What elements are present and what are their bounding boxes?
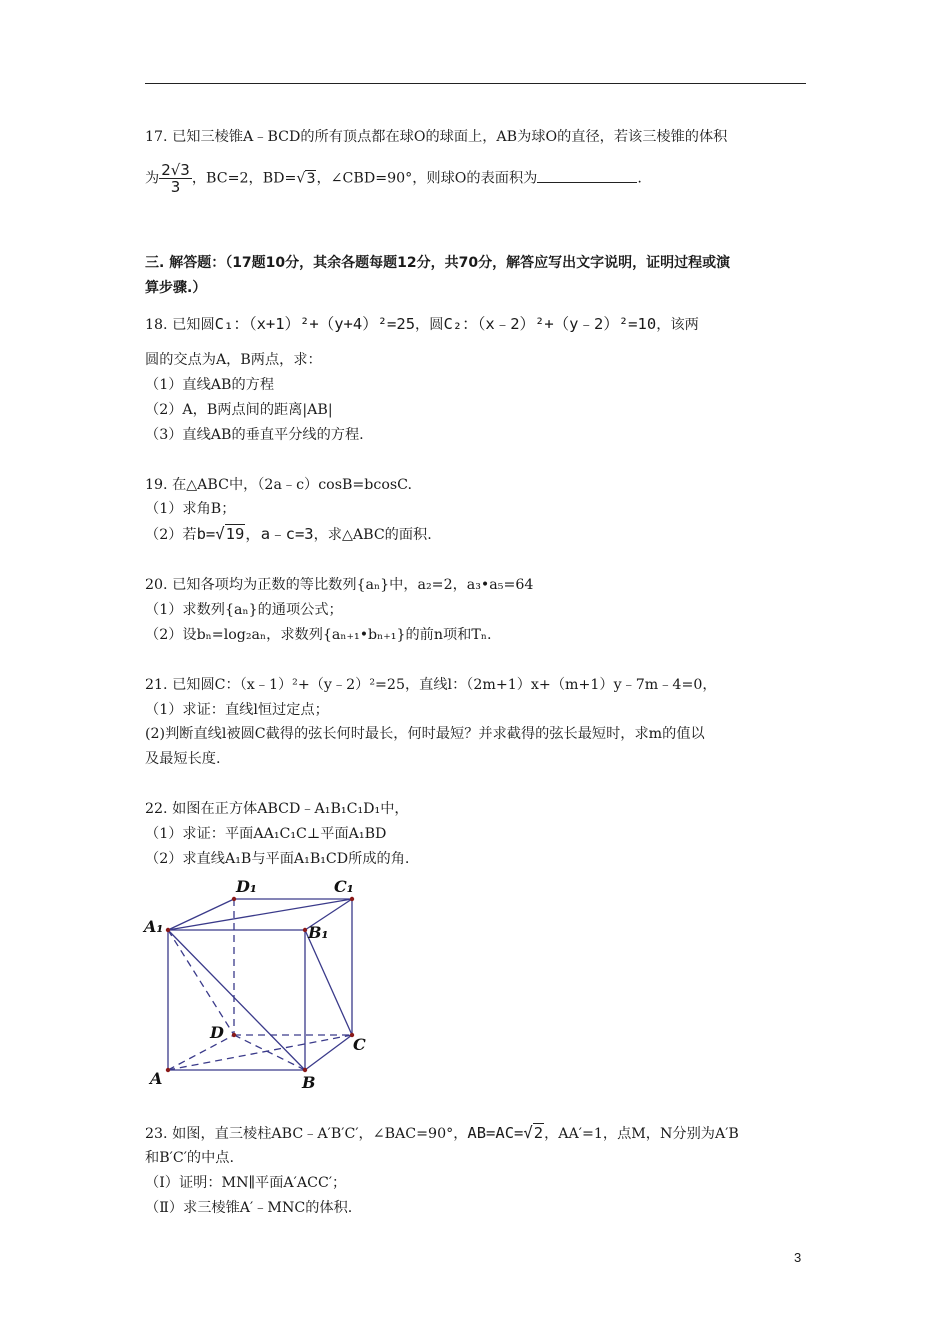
q18-c2: C₂ [443,315,463,333]
q18-c1: C₁ [214,315,234,333]
q18-line2: 圆的交点为A，B两点，求： [145,352,322,368]
q23-item-1: （Ⅰ）证明：MN∥平面A′ACC′； [145,1175,347,1191]
q19-line1: 19. 在△ABC中，（2a﹣c）cosB=bcosC. [145,477,413,493]
q21-item-1: （1）求证：直线l恒过定点； [145,702,329,718]
vertex-d [232,1033,236,1037]
diagonal-b1-c [305,930,352,1035]
q18-item-1: （1）直线AB的方程 [145,377,275,393]
cube-figure [140,872,380,1094]
vertex-b [303,1068,307,1072]
q17-line1: 17. 已知三棱锥A﹣BCD的所有顶点都在球O的球面上，AB为球O的直径，若该三棱锥的体积 [145,129,728,145]
label-b: B [302,1073,316,1092]
q20-item-1: （1）求数列{aₙ}的通项公式； [145,602,343,618]
q17-rest: ，∠CBD=90°，则球O的表面积为 [316,170,538,187]
q23-sqrt-arg: 2 [533,1124,544,1142]
q20-item-2: （2）设bₙ=log₂aₙ，求数列{aₙ₊₁•bₙ₊₁}的前n项和Tₙ. [145,627,492,643]
q23-sqrt: √2 [523,1124,544,1142]
diagonal-a1-d-hidden [168,930,234,1035]
q22-item-1: （1）求证：平面AA₁C₁C⊥平面A₁BD [145,826,387,842]
diagonal-a-c-hidden [168,1035,352,1070]
q23-line1 [145,1123,739,1144]
q18-mid: ，圆 [415,317,444,333]
q17-answer-blank[interactable] [537,168,637,183]
q22-line1: 22. 如图在正方体ABCD﹣A₁B₁C₁D₁中， [145,801,409,817]
q19-item2-pre: （2）若 [145,527,197,543]
label-c: C [353,1035,366,1054]
q19-item2-mid: ，a﹣c=3 [245,525,314,543]
edge-a-d-hidden [168,1035,234,1070]
edge-a1-d1 [168,899,234,930]
q19-item-1: （1）求角B； [145,501,236,517]
q23-line1-post: ，AA′=1，点M，N分别为A′B [544,1126,739,1142]
vertex-d1 [232,897,236,901]
vertex-a1 [166,928,170,932]
q17-line2 [145,162,642,195]
q19-sqrt-arg: 19 [225,525,245,543]
q21-item-2-cont: 及最短长度. [145,751,221,767]
q23-line2: 和B′C′的中点. [145,1150,234,1166]
header-rule [145,83,806,84]
q18-item-2: （2）A，B两点间的距离|AB| [145,402,333,418]
vertex-b1 [303,928,307,932]
q17-frac-den: 3 [170,178,181,196]
q21-item-2: (2)判断直线l被圆C截得的弦长何时最长，何时最短？并求截得的弦长最短时，求m的值以 [145,726,705,742]
diagonal-a1-b [168,930,305,1070]
q20-line1: 20. 已知各项均为正数的等比数列{aₙ}中，a₂=2，a₃•a₅=64 [145,577,534,593]
edge-b-c [305,1035,352,1070]
q21-line1: 21. 已知圆C：（x﹣1）²+（y﹣2）²=25，直线l：（2m+1）x+（m+1）y﹣7m﹣4=0， [145,677,717,693]
q19-item2-post: ，求△ABC的面积. [313,527,432,543]
q18-line1 [145,314,699,335]
q18-eq1: ：（x+1）²+（y+4）²=25 [233,315,416,333]
q19-sqrt: √19 [215,525,245,543]
q17-end: . [637,170,642,187]
vertex-a [166,1068,170,1072]
diagonal-d-b-hidden [234,1035,305,1070]
q17-sqrt-arg: 3 [306,170,316,187]
q18-eq2: ：（x﹣2）²+（y﹣2）²=10 [462,315,657,333]
label-a1: A₁ [144,917,164,936]
page-number: 3 [794,1250,802,1265]
section3-heading-line2: 算步骤.） [145,280,207,296]
label-c1: C₁ [334,877,354,896]
label-b1: B₁ [308,923,329,942]
q22-item-2: （2）求直线A₁B与平面A₁B₁CD所成的角. [145,851,410,867]
q19-item2-b: b= [196,525,216,543]
q17-mid: ，BC=2，BD= [191,170,297,187]
label-d1: D₁ [236,877,257,896]
q17-frac-num: 2√3 [161,161,190,179]
q23-line1-pre: 23. 如图，直三棱柱ABC﹣A′B′C′，∠BAC=90°， [145,1126,468,1142]
vertex-c1 [350,897,354,901]
q17-fraction [159,162,192,195]
q23-item-2: （Ⅱ）求三棱锥A′﹣MNC的体积. [145,1200,353,1216]
label-a: A [150,1069,163,1088]
q17-sqrt: √3 [296,170,316,187]
section3-heading-line1: 三. 解答题：（17题10分，其余各题每题12分，共70分，解答应写出文字说明，证明过程或演 [145,255,731,271]
q17-prefix: 为 [145,170,160,187]
q23-eq: AB=AC= [467,1124,524,1142]
label-d: D [210,1023,224,1042]
q18-intro: 18. 已知圆 [145,317,215,333]
q18-tail: ，该两 [656,317,699,333]
q18-item-3: （3）直线AB的垂直平分线的方程. [145,427,364,443]
q19-item-2 [145,524,432,545]
